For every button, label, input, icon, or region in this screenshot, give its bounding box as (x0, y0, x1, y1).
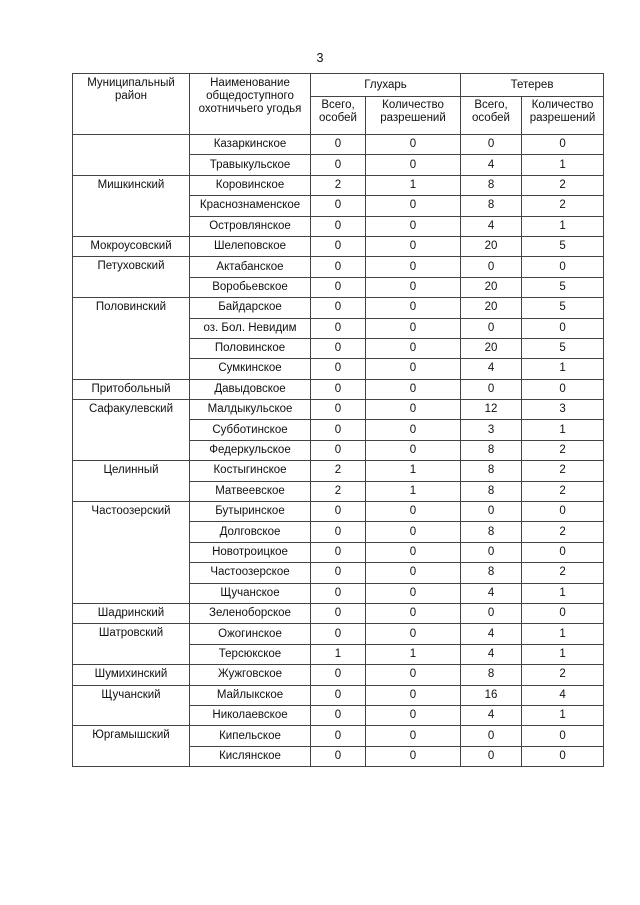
district-cell: Мокроусовский (73, 236, 190, 256)
district-cell (73, 359, 190, 379)
black-grouse-total-cell: 8 (461, 563, 522, 583)
black-grouse-permits-cell: 0 (522, 135, 604, 155)
capercaillie-total-cell: 2 (311, 481, 366, 501)
district-cell (73, 216, 190, 236)
area-cell: Половинское (190, 338, 311, 358)
capercaillie-permits-cell: 0 (366, 257, 461, 277)
black-grouse-total-cell: 8 (461, 522, 522, 542)
capercaillie-permits-cell: 0 (366, 705, 461, 725)
area-cell: Костыгинское (190, 461, 311, 481)
district-cell (73, 746, 190, 766)
area-cell: Новотроицкое (190, 542, 311, 562)
table-row (73, 726, 604, 746)
table-row (73, 522, 604, 542)
capercaillie-permits-cell: 0 (366, 726, 461, 746)
table-row (73, 257, 604, 277)
capercaillie-total-cell: 2 (311, 461, 366, 481)
black-grouse-permits-cell: 5 (522, 277, 604, 297)
table-row (73, 481, 604, 501)
table-row (73, 563, 604, 583)
black-grouse-permits-cell: 0 (522, 257, 604, 277)
area-cell: Островлянское (190, 216, 311, 236)
capercaillie-total-cell: 0 (311, 522, 366, 542)
black-grouse-permits-cell: 2 (522, 175, 604, 195)
capercaillie-permits-cell: 0 (366, 298, 461, 318)
capercaillie-permits-cell: 0 (366, 318, 461, 338)
area-cell: Коровинское (190, 175, 311, 195)
area-cell: Шелеповское (190, 236, 311, 256)
area-cell: Субботинское (190, 420, 311, 440)
capercaillie-permits-cell: 0 (366, 583, 461, 603)
capercaillie-permits-cell: 0 (366, 277, 461, 297)
capercaillie-permits-cell: 0 (366, 420, 461, 440)
black-grouse-total-cell: 8 (461, 481, 522, 501)
header-black-grouse-total: Всего, особей (461, 97, 522, 135)
capercaillie-total-cell: 0 (311, 705, 366, 725)
table-row (73, 359, 604, 379)
black-grouse-permits-cell: 2 (522, 563, 604, 583)
area-cell: Матвеевское (190, 481, 311, 501)
district-cell (73, 440, 190, 460)
table-row (73, 603, 604, 623)
area-cell: Федеркульское (190, 440, 311, 460)
district-cell (73, 277, 190, 297)
capercaillie-permits-cell: 0 (366, 400, 461, 420)
district-cell (73, 420, 190, 440)
hunting-quota-table (72, 73, 604, 767)
header-capercaillie-permits: Количество разрешений (366, 97, 461, 135)
black-grouse-total-cell: 0 (461, 135, 522, 155)
area-cell: Зеленоборское (190, 603, 311, 623)
black-grouse-permits-cell: 0 (522, 542, 604, 562)
district-cell (73, 135, 190, 155)
district-cell (73, 705, 190, 725)
capercaillie-permits-cell: 0 (366, 563, 461, 583)
capercaillie-total-cell: 0 (311, 379, 366, 399)
capercaillie-permits-cell: 0 (366, 236, 461, 256)
area-cell: Байдарское (190, 298, 311, 318)
capercaillie-permits-cell: 0 (366, 603, 461, 623)
header-district: Муниципальный район (73, 74, 190, 135)
area-cell: Ожогинское (190, 624, 311, 644)
area-cell: Краснознаменское (190, 196, 311, 216)
capercaillie-permits-cell: 1 (366, 175, 461, 195)
table-row (73, 216, 604, 236)
district-cell: Целинный (73, 461, 190, 481)
capercaillie-total-cell: 0 (311, 440, 366, 460)
black-grouse-total-cell: 8 (461, 440, 522, 460)
black-grouse-permits-cell: 2 (522, 481, 604, 501)
black-grouse-permits-cell: 1 (522, 155, 604, 175)
capercaillie-total-cell: 0 (311, 216, 366, 236)
area-cell: Актабанское (190, 257, 311, 277)
table-row (73, 298, 604, 318)
capercaillie-total-cell: 0 (311, 746, 366, 766)
capercaillie-total-cell: 0 (311, 359, 366, 379)
header-area: Наименование общедоступного охотничьего угодья (190, 74, 311, 135)
table-row (73, 746, 604, 766)
header-capercaillie: Глухарь (311, 74, 461, 97)
table-row (73, 583, 604, 603)
area-cell: Кислянское (190, 746, 311, 766)
black-grouse-permits-cell: 1 (522, 420, 604, 440)
area-cell: Николаевское (190, 705, 311, 725)
black-grouse-total-cell: 0 (461, 603, 522, 623)
capercaillie-permits-cell: 0 (366, 522, 461, 542)
area-cell: Жужговское (190, 665, 311, 685)
black-grouse-permits-cell: 1 (522, 705, 604, 725)
capercaillie-permits-cell: 0 (366, 440, 461, 460)
capercaillie-total-cell: 0 (311, 277, 366, 297)
capercaillie-total-cell: 0 (311, 685, 366, 705)
district-cell (73, 338, 190, 358)
table-row (73, 277, 604, 297)
black-grouse-permits-cell: 2 (522, 522, 604, 542)
black-grouse-total-cell: 4 (461, 216, 522, 236)
capercaillie-permits-cell: 0 (366, 624, 461, 644)
black-grouse-permits-cell: 0 (522, 726, 604, 746)
area-cell: Малдыкульское (190, 400, 311, 420)
black-grouse-total-cell: 4 (461, 359, 522, 379)
capercaillie-permits-cell: 0 (366, 542, 461, 562)
district-cell (73, 522, 190, 542)
black-grouse-permits-cell: 1 (522, 359, 604, 379)
header-capercaillie-total: Всего, особей (311, 97, 366, 135)
capercaillie-total-cell: 0 (311, 400, 366, 420)
capercaillie-permits-cell: 0 (366, 196, 461, 216)
table-row (73, 400, 604, 420)
black-grouse-permits-cell: 1 (522, 624, 604, 644)
capercaillie-total-cell: 0 (311, 563, 366, 583)
table-row (73, 705, 604, 725)
black-grouse-total-cell: 4 (461, 705, 522, 725)
black-grouse-total-cell: 0 (461, 502, 522, 522)
capercaillie-total-cell: 0 (311, 135, 366, 155)
table-row (73, 196, 604, 216)
black-grouse-permits-cell: 1 (522, 644, 604, 664)
capercaillie-total-cell: 0 (311, 542, 366, 562)
table-row (73, 420, 604, 440)
black-grouse-total-cell: 4 (461, 624, 522, 644)
capercaillie-permits-cell: 1 (366, 644, 461, 664)
district-cell: Петуховский (73, 257, 190, 277)
area-cell: оз. Бол. Невидим (190, 318, 311, 338)
black-grouse-total-cell: 20 (461, 298, 522, 318)
district-cell: Щучанский (73, 685, 190, 705)
table-row (73, 644, 604, 664)
black-grouse-total-cell: 20 (461, 277, 522, 297)
black-grouse-permits-cell: 1 (522, 583, 604, 603)
table-row (73, 624, 604, 644)
table-row (73, 502, 604, 522)
black-grouse-total-cell: 20 (461, 338, 522, 358)
capercaillie-permits-cell: 0 (366, 665, 461, 685)
district-cell: Шатровский (73, 624, 190, 644)
black-grouse-permits-cell: 1 (522, 216, 604, 236)
black-grouse-total-cell: 4 (461, 644, 522, 664)
table-row (73, 175, 604, 195)
district-cell: Шумихинский (73, 665, 190, 685)
black-grouse-permits-cell: 0 (522, 318, 604, 338)
district-cell: Мишкинский (73, 175, 190, 195)
black-grouse-permits-cell: 5 (522, 236, 604, 256)
capercaillie-total-cell: 0 (311, 257, 366, 277)
black-grouse-permits-cell: 0 (522, 502, 604, 522)
capercaillie-total-cell: 0 (311, 624, 366, 644)
district-cell: Частоозерский (73, 502, 190, 522)
capercaillie-total-cell: 0 (311, 726, 366, 746)
page-number: 3 (316, 51, 324, 65)
capercaillie-total-cell: 0 (311, 583, 366, 603)
area-cell: Сумкинское (190, 359, 311, 379)
black-grouse-permits-cell: 2 (522, 440, 604, 460)
capercaillie-permits-cell: 0 (366, 338, 461, 358)
table-row (73, 318, 604, 338)
capercaillie-total-cell: 0 (311, 603, 366, 623)
capercaillie-permits-cell: 0 (366, 502, 461, 522)
black-grouse-permits-cell: 0 (522, 746, 604, 766)
black-grouse-total-cell: 8 (461, 175, 522, 195)
capercaillie-permits-cell: 0 (366, 135, 461, 155)
black-grouse-total-cell: 8 (461, 665, 522, 685)
table-body (73, 135, 604, 767)
black-grouse-permits-cell: 2 (522, 196, 604, 216)
district-cell: Шадринский (73, 603, 190, 623)
area-cell: Долговское (190, 522, 311, 542)
area-cell: Травыкульское (190, 155, 311, 175)
capercaillie-permits-cell: 1 (366, 481, 461, 501)
table-row (73, 135, 604, 155)
district-cell (73, 542, 190, 562)
capercaillie-permits-cell: 0 (366, 155, 461, 175)
table-row (73, 461, 604, 481)
capercaillie-total-cell: 0 (311, 155, 366, 175)
table-row (73, 338, 604, 358)
district-cell (73, 196, 190, 216)
black-grouse-total-cell: 0 (461, 257, 522, 277)
area-cell: Частоозерское (190, 563, 311, 583)
black-grouse-total-cell: 16 (461, 685, 522, 705)
black-grouse-permits-cell: 5 (522, 298, 604, 318)
capercaillie-total-cell: 1 (311, 644, 366, 664)
capercaillie-permits-cell: 1 (366, 461, 461, 481)
district-cell: Юргамышский (73, 726, 190, 746)
district-cell: Сафакулевский (73, 400, 190, 420)
area-cell: Майлыкское (190, 685, 311, 705)
district-cell (73, 318, 190, 338)
table-row (73, 440, 604, 460)
capercaillie-permits-cell: 0 (366, 685, 461, 705)
black-grouse-total-cell: 20 (461, 236, 522, 256)
black-grouse-permits-cell: 4 (522, 685, 604, 705)
table-row (73, 665, 604, 685)
district-cell: Половинский (73, 298, 190, 318)
area-cell: Казаркинское (190, 135, 311, 155)
area-cell: Бутыринское (190, 502, 311, 522)
capercaillie-total-cell: 0 (311, 420, 366, 440)
capercaillie-permits-cell: 0 (366, 216, 461, 236)
black-grouse-total-cell: 3 (461, 420, 522, 440)
black-grouse-total-cell: 0 (461, 318, 522, 338)
district-cell (73, 644, 190, 664)
black-grouse-permits-cell: 2 (522, 461, 604, 481)
capercaillie-total-cell: 0 (311, 338, 366, 358)
capercaillie-total-cell: 0 (311, 236, 366, 256)
capercaillie-total-cell: 0 (311, 298, 366, 318)
district-cell (73, 583, 190, 603)
header-black-grouse: Тетерев (461, 74, 604, 97)
capercaillie-permits-cell: 0 (366, 379, 461, 399)
black-grouse-total-cell: 0 (461, 746, 522, 766)
black-grouse-total-cell: 0 (461, 542, 522, 562)
area-cell: Воробьевское (190, 277, 311, 297)
black-grouse-total-cell: 0 (461, 726, 522, 746)
header-black-grouse-permits: Количество разрешений (522, 97, 604, 135)
black-grouse-total-cell: 4 (461, 583, 522, 603)
capercaillie-total-cell: 2 (311, 175, 366, 195)
black-grouse-permits-cell: 2 (522, 665, 604, 685)
black-grouse-total-cell: 8 (461, 461, 522, 481)
black-grouse-total-cell: 12 (461, 400, 522, 420)
table-row (73, 155, 604, 175)
capercaillie-total-cell: 0 (311, 665, 366, 685)
area-cell: Щучанское (190, 583, 311, 603)
capercaillie-total-cell: 0 (311, 502, 366, 522)
black-grouse-permits-cell: 0 (522, 379, 604, 399)
table-row (73, 236, 604, 256)
black-grouse-total-cell: 0 (461, 379, 522, 399)
black-grouse-permits-cell: 0 (522, 603, 604, 623)
district-cell (73, 481, 190, 501)
capercaillie-permits-cell: 0 (366, 746, 461, 766)
black-grouse-permits-cell: 3 (522, 400, 604, 420)
area-cell: Кипельское (190, 726, 311, 746)
black-grouse-total-cell: 8 (461, 196, 522, 216)
area-cell: Терсюкское (190, 644, 311, 664)
black-grouse-total-cell: 4 (461, 155, 522, 175)
capercaillie-permits-cell: 0 (366, 359, 461, 379)
capercaillie-total-cell: 0 (311, 196, 366, 216)
area-cell: Давыдовское (190, 379, 311, 399)
capercaillie-total-cell: 0 (311, 318, 366, 338)
table-row (73, 685, 604, 705)
table-row (73, 542, 604, 562)
district-cell: Притобольный (73, 379, 190, 399)
district-cell (73, 563, 190, 583)
black-grouse-permits-cell: 5 (522, 338, 604, 358)
district-cell (73, 155, 190, 175)
table-row (73, 379, 604, 399)
